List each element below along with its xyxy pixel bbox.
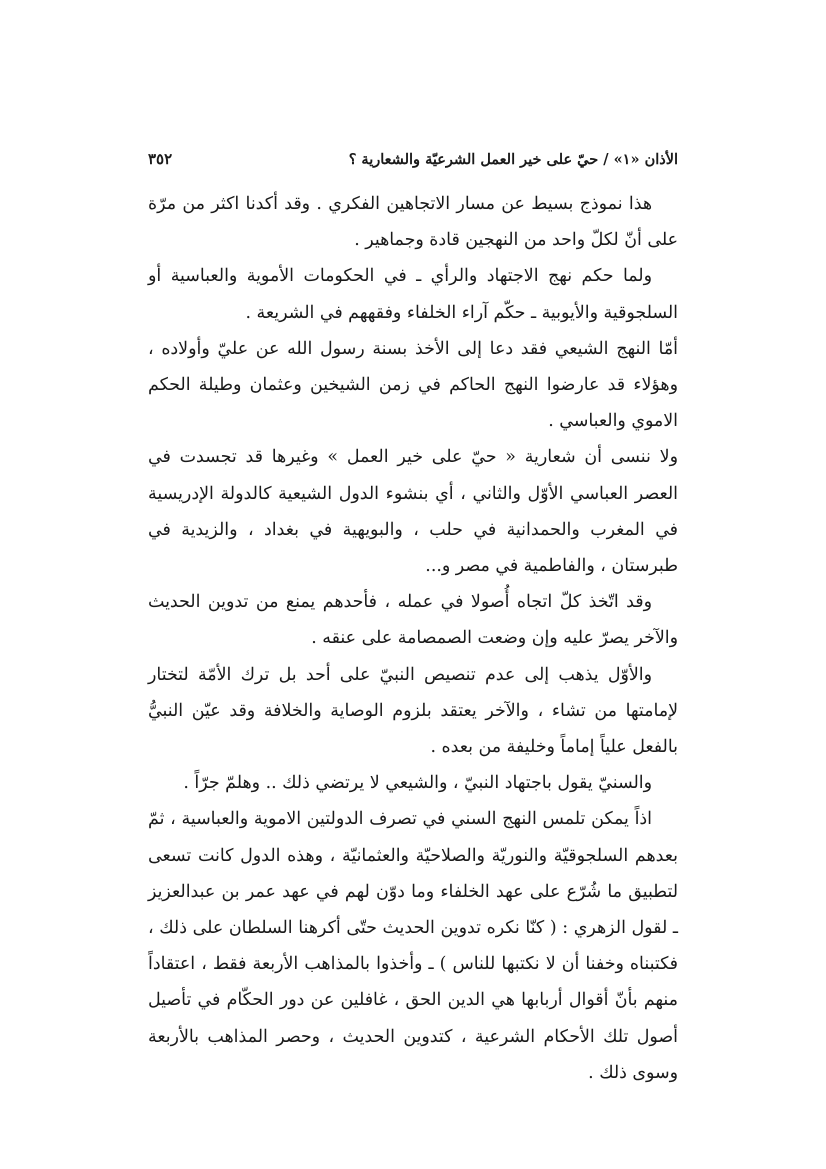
body-text <box>148 186 678 1091</box>
running-title: الأذان «١» / حيّ على خير العمل الشرعيّة والشعارية ؟ <box>348 151 678 168</box>
document-page <box>148 150 678 1091</box>
paragraph: والأوّل يذهب إلى عدم تنصيص النبيّ على أحد بل ترك الأمّة لتختار لإمامتها من تشاء ، والآخر يعتقد بلزوم الوصاية والخلافة وقد عيّن النبيُّ بالفعل علياً إماماً وخليفة من بعده . <box>148 664 678 758</box>
paragraph: وقد اتّخذ كلّ اتجاه أُصولا في عمله ، فأحدهم يمنع من تدوين الحديث والآخر يصرّ عليه وإن وضعت الصمصامة على عنقه . <box>148 592 678 649</box>
paragraph: أمّا النهج الشيعي فقد دعا إلى الأخذ بسنة رسول الله عن عليّ وأولاده ، وهؤلاء قد عارضوا النهج الحاكم في زمن الشيخين وعثمان وطيلة الحكم الاموي والعباسي . <box>148 338 678 432</box>
paragraph: والسنيّ يقول باجتهاد النبيّ ، والشيعي لا يرتضي ذلك .. وهلمّ جرّاً . <box>183 773 652 794</box>
paragraph: ولما حكم نهج الاجتهاد والرأي ـ في الحكومات الأموية والعباسية أو السلجوقية والأيوبية ـ حكّم آراء الخلفاء وفقههم في الشريعة . <box>148 266 678 323</box>
paragraph: ولا ننسى أن شعارية « حيّ على خير العمل » وغيرها قد تجسدت في العصر العباسي الأوّل والثاني ، أي بنشوء الدول الشيعية كالدولة الإدريسية في المغرب والحمدانية في حلب ، والبويهية في بغداد ، والزيدية في طبرستان ، والفاطمية في مصر و... <box>148 447 678 577</box>
page-number: ٣٥٢ <box>148 150 173 168</box>
paragraph: هذا نموذج بسيط عن مسار الاتجاهين الفكري . وقد أكدنا اكثر من مرّة على أنّ لكلّ واحد من النهجين قادة وجماهير . <box>148 194 678 251</box>
paragraph: اذاً يمكن تلمس النهج السني في تصرف الدولتين الاموية والعباسية ، ثمّ بعدهم السلجوقيّة والنوريّة والصلاحيّة والعثمانيّة ، وهذه الدول كانت تسعى لتطبيق ما شُرّع على عهد الخلفاء وما دوّن لهم في عهد عمر بن عبدالعزيز ـ لقول الزهري : ( كنّا نكره تدوين الحديث حتّى أكرهنا السلطان على ذلك ، فكتبناه وخفنا أن لا نكتبها للناس ) ـ وأخذوا بالمذاهب الأربعة فقط ، اعتقاداً منهم بأنّ أقوال أربابها هي الدين الحق ، غافلين عن دور الحكّام في تأصيل أصول تلك الأحكام الشرعية ، كتدوين الحديث ، وحصر المذاهب بالأربعة وسوى ذلك . <box>148 809 678 1083</box>
running-header <box>148 150 678 174</box>
